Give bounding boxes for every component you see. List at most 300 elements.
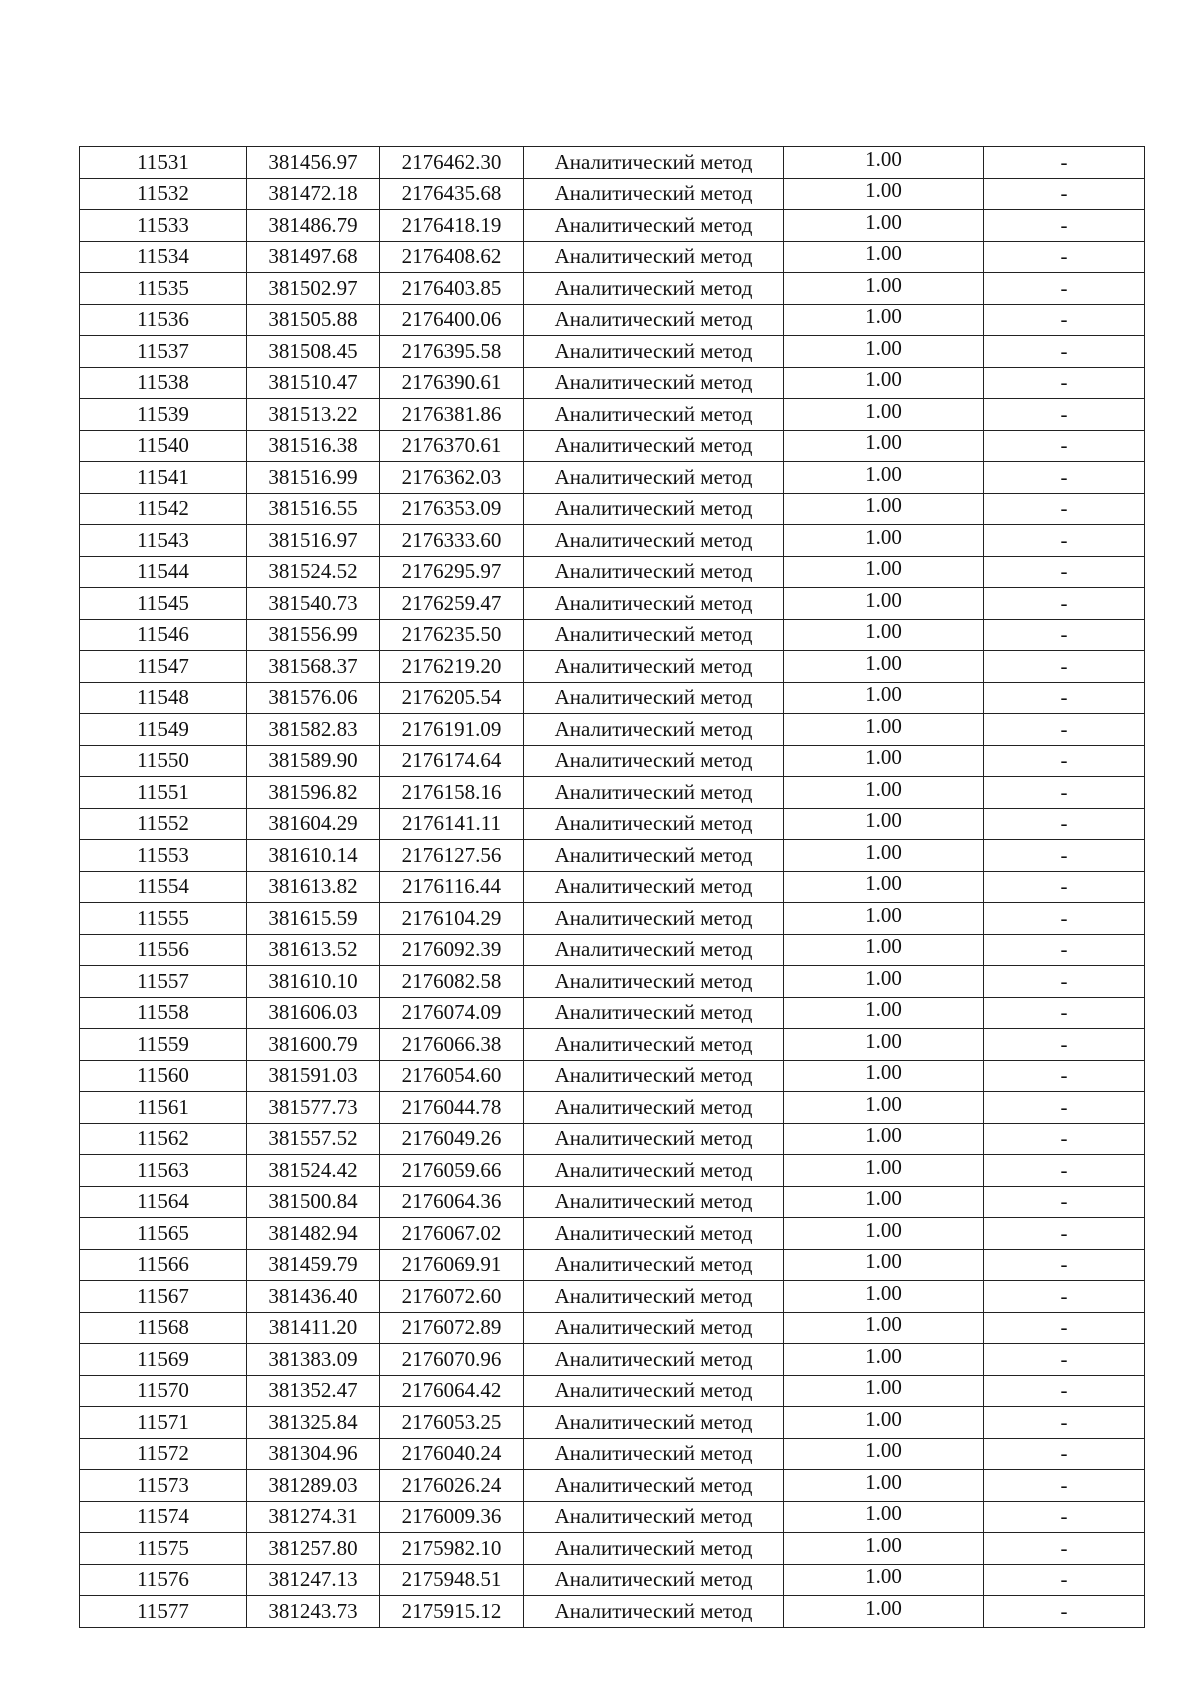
accuracy-cell [784, 1501, 984, 1533]
accuracy-cell [784, 682, 984, 714]
note-cell: - [984, 651, 1145, 683]
note-cell: - [984, 210, 1145, 242]
y-coordinate-cell: 2176259.47 [380, 588, 524, 620]
x-coordinate-cell: 381510.47 [247, 367, 380, 399]
accuracy-cell [784, 1092, 984, 1124]
method-cell: Аналитический метод [524, 493, 784, 525]
y-coordinate-cell: 2175915.12 [380, 1596, 524, 1628]
y-coordinate-cell: 2176009.36 [380, 1501, 524, 1533]
table-row [80, 367, 1145, 399]
x-coordinate-cell: 381257.80 [247, 1533, 380, 1565]
y-coordinate-cell: 2175948.51 [380, 1564, 524, 1596]
point-number-cell: 11571 [80, 1407, 247, 1439]
note-cell: - [984, 1344, 1145, 1376]
method-cell: Аналитический метод [524, 1564, 784, 1596]
point-number-cell: 11570 [80, 1375, 247, 1407]
x-coordinate-cell: 381505.88 [247, 304, 380, 336]
point-number-cell: 11565 [80, 1218, 247, 1250]
table-row [80, 1249, 1145, 1281]
point-number-cell: 11532 [80, 178, 247, 210]
note-cell: - [984, 1218, 1145, 1250]
accuracy-value: 1.00 [865, 493, 902, 518]
table-row [80, 1533, 1145, 1565]
note-cell: - [984, 1407, 1145, 1439]
table-row [80, 1596, 1145, 1628]
accuracy-cell [784, 462, 984, 494]
point-number-cell: 11555 [80, 903, 247, 935]
method-cell: Аналитический метод [524, 430, 784, 462]
y-coordinate-cell: 2176040.24 [380, 1438, 524, 1470]
y-coordinate-cell: 2176400.06 [380, 304, 524, 336]
table-row [80, 273, 1145, 305]
table-row [80, 745, 1145, 777]
accuracy-cell [784, 493, 984, 525]
method-cell: Аналитический метод [524, 997, 784, 1029]
point-number-cell: 11575 [80, 1533, 247, 1565]
point-number-cell: 11537 [80, 336, 247, 368]
note-cell: - [984, 1438, 1145, 1470]
method-cell: Аналитический метод [524, 745, 784, 777]
note-cell: - [984, 336, 1145, 368]
x-coordinate-cell: 381524.42 [247, 1155, 380, 1187]
note-cell: - [984, 1123, 1145, 1155]
table-row [80, 714, 1145, 746]
y-coordinate-cell: 2176362.03 [380, 462, 524, 494]
x-coordinate-cell: 381613.82 [247, 871, 380, 903]
point-number-cell: 11539 [80, 399, 247, 431]
y-coordinate-cell: 2176066.38 [380, 1029, 524, 1061]
method-cell: Аналитический метод [524, 1155, 784, 1187]
note-cell: - [984, 493, 1145, 525]
x-coordinate-cell: 381516.97 [247, 525, 380, 557]
note-cell: - [984, 241, 1145, 273]
note-cell: - [984, 808, 1145, 840]
accuracy-value: 1.00 [865, 335, 902, 360]
point-number-cell: 11548 [80, 682, 247, 714]
x-coordinate-cell: 381600.79 [247, 1029, 380, 1061]
note-cell: - [984, 997, 1145, 1029]
table-row [80, 147, 1145, 179]
note-cell: - [984, 714, 1145, 746]
note-cell: - [984, 178, 1145, 210]
method-cell: Аналитический метод [524, 525, 784, 557]
x-coordinate-cell: 381411.20 [247, 1312, 380, 1344]
point-number-cell: 11545 [80, 588, 247, 620]
y-coordinate-cell: 2176072.60 [380, 1281, 524, 1313]
accuracy-value: 1.00 [865, 839, 902, 864]
accuracy-cell [784, 1407, 984, 1439]
table-row [80, 1123, 1145, 1155]
accuracy-cell [784, 525, 984, 557]
accuracy-cell [784, 399, 984, 431]
point-number-cell: 11547 [80, 651, 247, 683]
table-row [80, 1344, 1145, 1376]
table-row [80, 1218, 1145, 1250]
accuracy-value: 1.00 [865, 1564, 902, 1589]
note-cell: - [984, 367, 1145, 399]
accuracy-value: 1.00 [865, 398, 902, 423]
y-coordinate-cell: 2176174.64 [380, 745, 524, 777]
method-cell: Аналитический метод [524, 399, 784, 431]
accuracy-value: 1.00 [865, 178, 902, 203]
accuracy-value: 1.00 [865, 808, 902, 833]
accuracy-cell [784, 1155, 984, 1187]
x-coordinate-cell: 381436.40 [247, 1281, 380, 1313]
note-cell: - [984, 462, 1145, 494]
accuracy-value: 1.00 [865, 1217, 902, 1242]
table-row [80, 462, 1145, 494]
y-coordinate-cell: 2176104.29 [380, 903, 524, 935]
note-cell: - [984, 871, 1145, 903]
coordinates-table [79, 146, 1145, 1628]
point-number-cell: 11540 [80, 430, 247, 462]
method-cell: Аналитический метод [524, 966, 784, 998]
y-coordinate-cell: 2176395.58 [380, 336, 524, 368]
x-coordinate-cell: 381482.94 [247, 1218, 380, 1250]
method-cell: Аналитический метод [524, 714, 784, 746]
note-cell: - [984, 903, 1145, 935]
point-number-cell: 11536 [80, 304, 247, 336]
accuracy-value: 1.00 [865, 1186, 902, 1211]
y-coordinate-cell: 2176158.16 [380, 777, 524, 809]
x-coordinate-cell: 381589.90 [247, 745, 380, 777]
point-number-cell: 11535 [80, 273, 247, 305]
accuracy-cell [784, 840, 984, 872]
point-number-cell: 11534 [80, 241, 247, 273]
note-cell: - [984, 1564, 1145, 1596]
y-coordinate-cell: 2176205.54 [380, 682, 524, 714]
table-row [80, 619, 1145, 651]
x-coordinate-cell: 381325.84 [247, 1407, 380, 1439]
method-cell: Аналитический метод [524, 147, 784, 179]
x-coordinate-cell: 381582.83 [247, 714, 380, 746]
method-cell: Аналитический метод [524, 588, 784, 620]
table-row [80, 1470, 1145, 1502]
x-coordinate-cell: 381456.97 [247, 147, 380, 179]
note-cell: - [984, 1596, 1145, 1628]
note-cell: - [984, 273, 1145, 305]
table-row [80, 1060, 1145, 1092]
method-cell: Аналитический метод [524, 210, 784, 242]
y-coordinate-cell: 2176092.39 [380, 934, 524, 966]
table-row [80, 1438, 1145, 1470]
x-coordinate-cell: 381383.09 [247, 1344, 380, 1376]
accuracy-cell [784, 1533, 984, 1565]
table-row [80, 1281, 1145, 1313]
x-coordinate-cell: 381513.22 [247, 399, 380, 431]
y-coordinate-cell: 2176072.89 [380, 1312, 524, 1344]
point-number-cell: 11531 [80, 147, 247, 179]
method-cell: Аналитический метод [524, 336, 784, 368]
x-coordinate-cell: 381610.10 [247, 966, 380, 998]
x-coordinate-cell: 381516.55 [247, 493, 380, 525]
point-number-cell: 11541 [80, 462, 247, 494]
point-number-cell: 11542 [80, 493, 247, 525]
accuracy-cell [784, 1123, 984, 1155]
accuracy-value: 1.00 [865, 272, 902, 297]
y-coordinate-cell: 2176067.02 [380, 1218, 524, 1250]
accuracy-value: 1.00 [865, 1532, 902, 1557]
x-coordinate-cell: 381247.13 [247, 1564, 380, 1596]
method-cell: Аналитический метод [524, 241, 784, 273]
point-number-cell: 11577 [80, 1596, 247, 1628]
note-cell: - [984, 840, 1145, 872]
accuracy-cell [784, 241, 984, 273]
accuracy-cell [784, 1249, 984, 1281]
method-cell: Аналитический метод [524, 1281, 784, 1313]
x-coordinate-cell: 381615.59 [247, 903, 380, 935]
accuracy-value: 1.00 [865, 461, 902, 486]
y-coordinate-cell: 2176069.91 [380, 1249, 524, 1281]
y-coordinate-cell: 2176462.30 [380, 147, 524, 179]
accuracy-cell [784, 1596, 984, 1628]
accuracy-value: 1.00 [865, 1154, 902, 1179]
coordinates-table-body [80, 147, 1145, 1628]
point-number-cell: 11576 [80, 1564, 247, 1596]
accuracy-cell [784, 336, 984, 368]
method-cell: Аналитический метод [524, 871, 784, 903]
accuracy-value: 1.00 [865, 1123, 902, 1148]
note-cell: - [984, 399, 1145, 431]
x-coordinate-cell: 381576.06 [247, 682, 380, 714]
accuracy-cell [784, 1564, 984, 1596]
note-cell: - [984, 777, 1145, 809]
x-coordinate-cell: 381274.31 [247, 1501, 380, 1533]
accuracy-cell [784, 745, 984, 777]
table-row [80, 1155, 1145, 1187]
note-cell: - [984, 1029, 1145, 1061]
note-cell: - [984, 525, 1145, 557]
y-coordinate-cell: 2176390.61 [380, 367, 524, 399]
accuracy-cell [784, 178, 984, 210]
accuracy-cell [784, 903, 984, 935]
y-coordinate-cell: 2176141.11 [380, 808, 524, 840]
point-number-cell: 11573 [80, 1470, 247, 1502]
y-coordinate-cell: 2176353.09 [380, 493, 524, 525]
table-row [80, 966, 1145, 998]
accuracy-value: 1.00 [865, 587, 902, 612]
table-row [80, 210, 1145, 242]
point-number-cell: 11556 [80, 934, 247, 966]
x-coordinate-cell: 381352.47 [247, 1375, 380, 1407]
accuracy-value: 1.00 [865, 524, 902, 549]
y-coordinate-cell: 2176219.20 [380, 651, 524, 683]
accuracy-value: 1.00 [865, 934, 902, 959]
method-cell: Аналитический метод [524, 682, 784, 714]
method-cell: Аналитический метод [524, 619, 784, 651]
x-coordinate-cell: 381304.96 [247, 1438, 380, 1470]
accuracy-cell [784, 556, 984, 588]
point-number-cell: 11544 [80, 556, 247, 588]
table-row [80, 1375, 1145, 1407]
accuracy-value: 1.00 [865, 209, 902, 234]
table-row [80, 871, 1145, 903]
accuracy-value: 1.00 [865, 1028, 902, 1053]
note-cell: - [984, 1281, 1145, 1313]
y-coordinate-cell: 2176026.24 [380, 1470, 524, 1502]
method-cell: Аналитический метод [524, 1596, 784, 1628]
accuracy-cell [784, 934, 984, 966]
table-row [80, 399, 1145, 431]
accuracy-value: 1.00 [865, 902, 902, 927]
accuracy-value: 1.00 [865, 1501, 902, 1526]
note-cell: - [984, 966, 1145, 998]
note-cell: - [984, 588, 1145, 620]
method-cell: Аналитический метод [524, 462, 784, 494]
x-coordinate-cell: 381459.79 [247, 1249, 380, 1281]
accuracy-value: 1.00 [865, 304, 902, 329]
point-number-cell: 11538 [80, 367, 247, 399]
table-row [80, 840, 1145, 872]
y-coordinate-cell: 2176074.09 [380, 997, 524, 1029]
accuracy-cell [784, 367, 984, 399]
x-coordinate-cell: 381516.99 [247, 462, 380, 494]
y-coordinate-cell: 2176235.50 [380, 619, 524, 651]
y-coordinate-cell: 2176059.66 [380, 1155, 524, 1187]
point-number-cell: 11574 [80, 1501, 247, 1533]
x-coordinate-cell: 381486.79 [247, 210, 380, 242]
accuracy-value: 1.00 [865, 241, 902, 266]
x-coordinate-cell: 381610.14 [247, 840, 380, 872]
y-coordinate-cell: 2176044.78 [380, 1092, 524, 1124]
point-number-cell: 11558 [80, 997, 247, 1029]
accuracy-cell [784, 777, 984, 809]
note-cell: - [984, 304, 1145, 336]
accuracy-value: 1.00 [865, 682, 902, 707]
note-cell: - [984, 1092, 1145, 1124]
table-row [80, 556, 1145, 588]
accuracy-cell [784, 1470, 984, 1502]
note-cell: - [984, 934, 1145, 966]
accuracy-value: 1.00 [865, 146, 902, 171]
y-coordinate-cell: 2176333.60 [380, 525, 524, 557]
accuracy-cell [784, 273, 984, 305]
method-cell: Аналитический метод [524, 273, 784, 305]
table-row [80, 525, 1145, 557]
table-row [80, 808, 1145, 840]
accuracy-value: 1.00 [865, 1406, 902, 1431]
accuracy-value: 1.00 [865, 1091, 902, 1116]
y-coordinate-cell: 2176064.36 [380, 1186, 524, 1218]
method-cell: Аналитический метод [524, 777, 784, 809]
method-cell: Аналитический метод [524, 1344, 784, 1376]
point-number-cell: 11567 [80, 1281, 247, 1313]
table-row [80, 241, 1145, 273]
accuracy-value: 1.00 [865, 619, 902, 644]
table-row [80, 997, 1145, 1029]
accuracy-cell [784, 1186, 984, 1218]
y-coordinate-cell: 2176116.44 [380, 871, 524, 903]
point-number-cell: 11564 [80, 1186, 247, 1218]
note-cell: - [984, 1470, 1145, 1502]
method-cell: Аналитический метод [524, 1438, 784, 1470]
x-coordinate-cell: 381604.29 [247, 808, 380, 840]
method-cell: Аналитический метод [524, 556, 784, 588]
note-cell: - [984, 1155, 1145, 1187]
accuracy-cell [784, 714, 984, 746]
table-row [80, 336, 1145, 368]
point-number-cell: 11566 [80, 1249, 247, 1281]
x-coordinate-cell: 381500.84 [247, 1186, 380, 1218]
table-row [80, 1029, 1145, 1061]
y-coordinate-cell: 2176064.42 [380, 1375, 524, 1407]
accuracy-cell [784, 430, 984, 462]
x-coordinate-cell: 381516.38 [247, 430, 380, 462]
method-cell: Аналитический метод [524, 1029, 784, 1061]
accuracy-value: 1.00 [865, 1469, 902, 1494]
method-cell: Аналитический метод [524, 651, 784, 683]
point-number-cell: 11546 [80, 619, 247, 651]
table-row [80, 1407, 1145, 1439]
y-coordinate-cell: 2176049.26 [380, 1123, 524, 1155]
accuracy-value: 1.00 [865, 1280, 902, 1305]
note-cell: - [984, 1501, 1145, 1533]
x-coordinate-cell: 381591.03 [247, 1060, 380, 1092]
table-row [80, 1092, 1145, 1124]
table-row [80, 588, 1145, 620]
y-coordinate-cell: 2176127.56 [380, 840, 524, 872]
accuracy-cell [784, 1375, 984, 1407]
accuracy-value: 1.00 [865, 1060, 902, 1085]
x-coordinate-cell: 381243.73 [247, 1596, 380, 1628]
accuracy-cell [784, 966, 984, 998]
note-cell: - [984, 556, 1145, 588]
method-cell: Аналитический метод [524, 1218, 784, 1250]
y-coordinate-cell: 2176053.25 [380, 1407, 524, 1439]
method-cell: Аналитический метод [524, 1533, 784, 1565]
note-cell: - [984, 1249, 1145, 1281]
accuracy-cell [784, 651, 984, 683]
accuracy-value: 1.00 [865, 1249, 902, 1274]
accuracy-value: 1.00 [865, 1343, 902, 1368]
note-cell: - [984, 682, 1145, 714]
x-coordinate-cell: 381557.52 [247, 1123, 380, 1155]
note-cell: - [984, 619, 1145, 651]
x-coordinate-cell: 381289.03 [247, 1470, 380, 1502]
accuracy-cell [784, 147, 984, 179]
accuracy-cell [784, 1029, 984, 1061]
accuracy-cell [784, 1218, 984, 1250]
note-cell: - [984, 1533, 1145, 1565]
x-coordinate-cell: 381472.18 [247, 178, 380, 210]
y-coordinate-cell: 2176381.86 [380, 399, 524, 431]
accuracy-value: 1.00 [865, 713, 902, 738]
y-coordinate-cell: 2176408.62 [380, 241, 524, 273]
note-cell: - [984, 1375, 1145, 1407]
table-row [80, 1186, 1145, 1218]
x-coordinate-cell: 381568.37 [247, 651, 380, 683]
accuracy-value: 1.00 [865, 997, 902, 1022]
table-row [80, 777, 1145, 809]
method-cell: Аналитический метод [524, 1407, 784, 1439]
point-number-cell: 11568 [80, 1312, 247, 1344]
y-coordinate-cell: 2176070.96 [380, 1344, 524, 1376]
accuracy-cell [784, 997, 984, 1029]
method-cell: Аналитический метод [524, 1092, 784, 1124]
method-cell: Аналитический метод [524, 1501, 784, 1533]
table-row [80, 178, 1145, 210]
point-number-cell: 11550 [80, 745, 247, 777]
note-cell: - [984, 1060, 1145, 1092]
table-row [80, 651, 1145, 683]
note-cell: - [984, 745, 1145, 777]
accuracy-value: 1.00 [865, 556, 902, 581]
accuracy-value: 1.00 [865, 965, 902, 990]
table-row [80, 1564, 1145, 1596]
y-coordinate-cell: 2176054.60 [380, 1060, 524, 1092]
table-row [80, 493, 1145, 525]
y-coordinate-cell: 2176082.58 [380, 966, 524, 998]
